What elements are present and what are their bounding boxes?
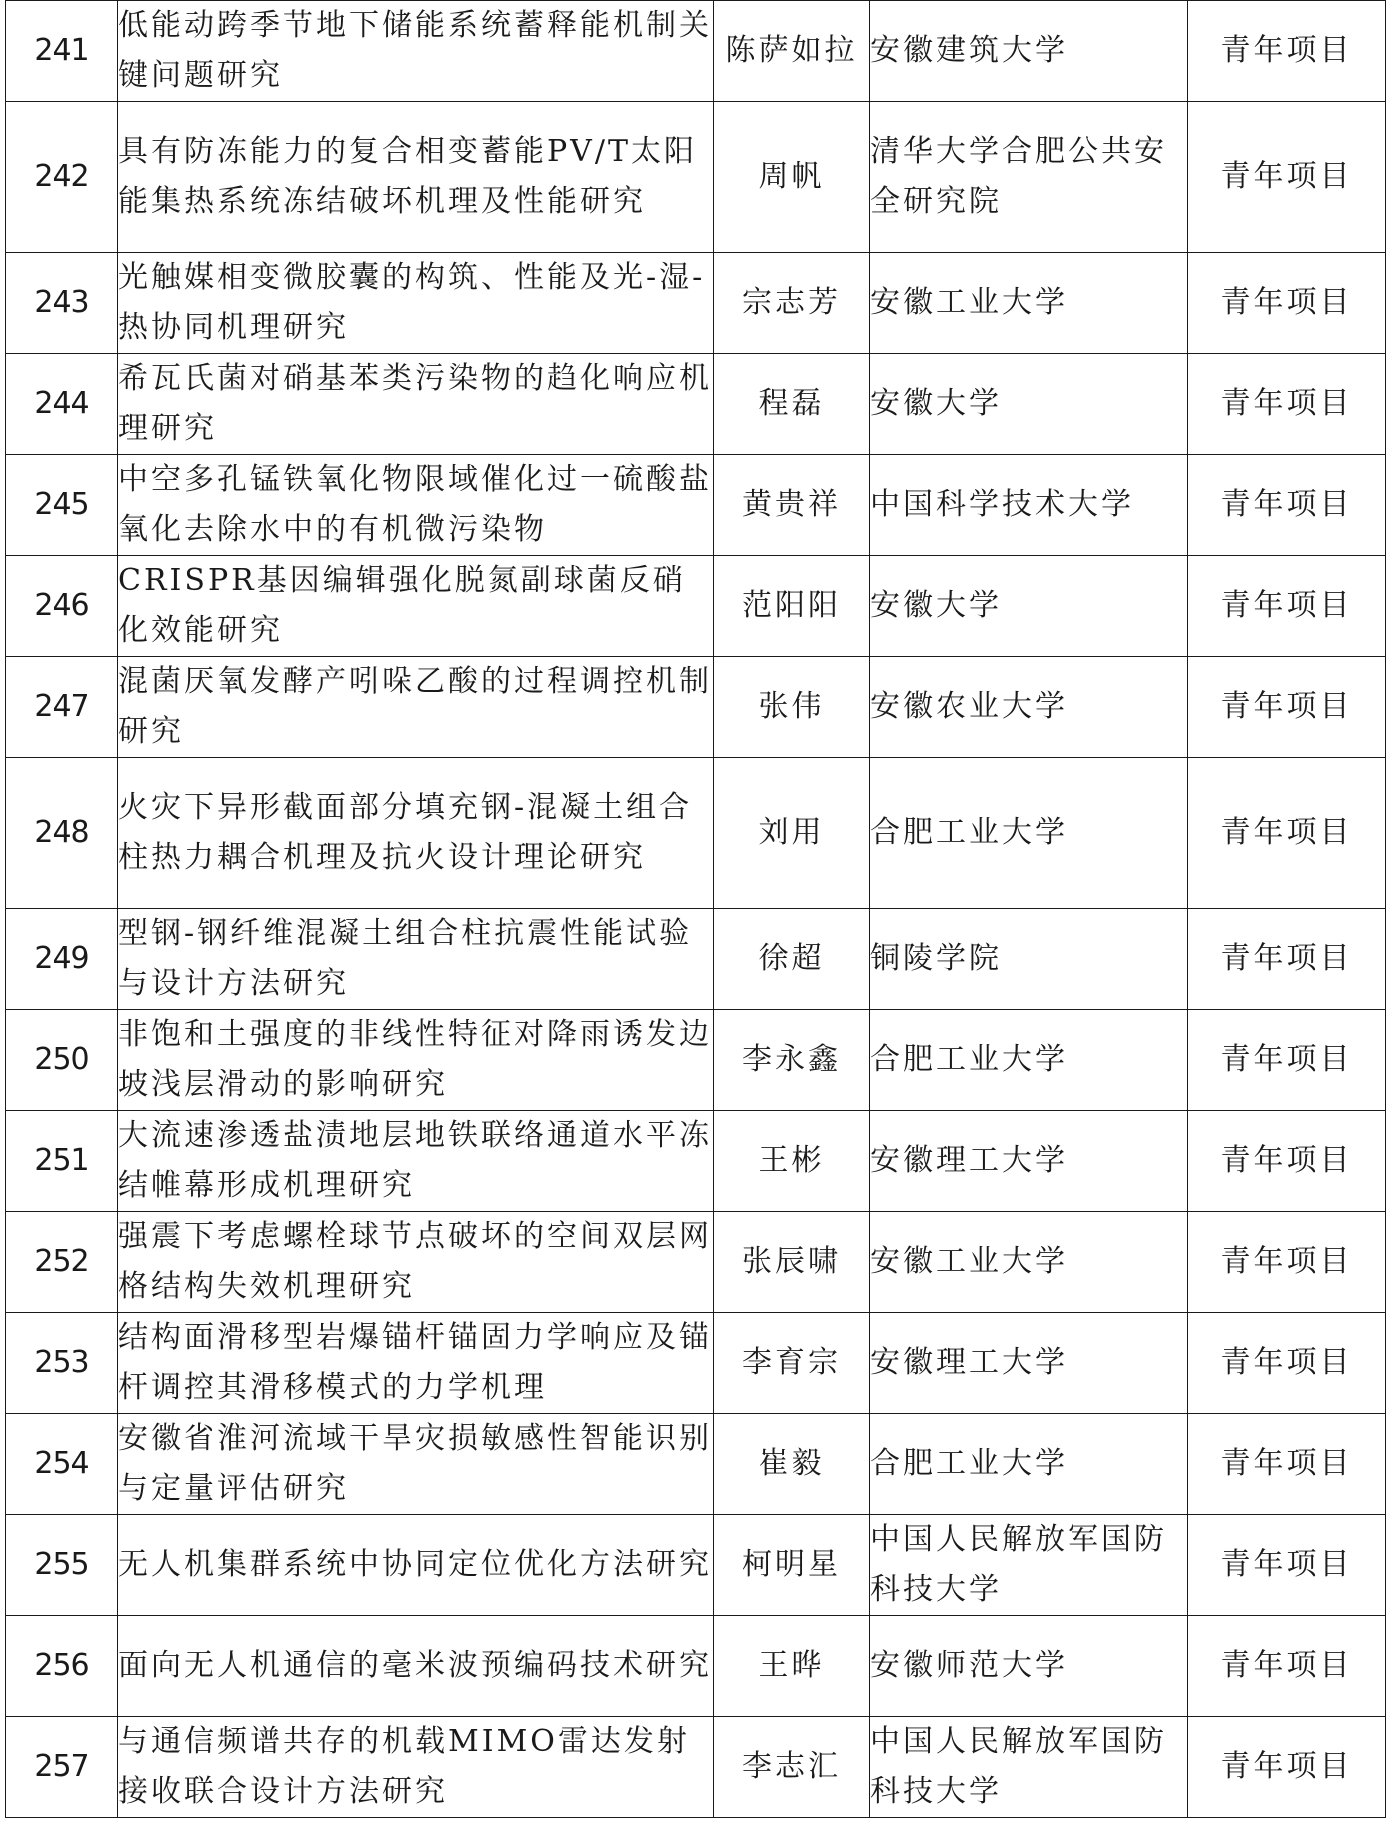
institution: 安徽建筑大学 [870,1,1188,102]
project-category: 青年项目 [1188,1414,1386,1515]
institution: 中国人民解放军国防科技大学 [870,1515,1188,1616]
principal-investigator: 王晔 [714,1616,870,1717]
project-title: 低能动跨季节地下储能系统蓄释能机制关键问题研究 [118,1,714,102]
project-category: 青年项目 [1188,1111,1386,1212]
principal-investigator: 程磊 [714,354,870,455]
principal-investigator: 李永鑫 [714,1010,870,1111]
table-row [6,1313,1386,1414]
project-category: 青年项目 [1188,909,1386,1010]
row-number: 257 [6,1717,118,1818]
row-number: 255 [6,1515,118,1616]
row-number: 245 [6,455,118,556]
project-title: 结构面滑移型岩爆锚杆锚固力学响应及锚杆调控其滑移模式的力学机理 [118,1313,714,1414]
project-category: 青年项目 [1188,1212,1386,1313]
row-number: 254 [6,1414,118,1515]
institution: 安徽工业大学 [870,253,1188,354]
principal-investigator: 宗志芳 [714,253,870,354]
institution: 安徽理工大学 [870,1111,1188,1212]
institution: 合肥工业大学 [870,1010,1188,1111]
project-title: 无人机集群系统中协同定位优化方法研究 [118,1515,714,1616]
project-title: 型钢-钢纤维混凝土组合柱抗震性能试验与设计方法研究 [118,909,714,1010]
row-number: 244 [6,354,118,455]
table-row [6,1,1386,102]
project-title: 中空多孔锰铁氧化物限域催化过一硫酸盐氧化去除水中的有机微污染物 [118,455,714,556]
project-category: 青年项目 [1188,1616,1386,1717]
table-row [6,354,1386,455]
principal-investigator: 周帆 [714,102,870,253]
institution: 安徽农业大学 [870,657,1188,758]
row-number: 256 [6,1616,118,1717]
principal-investigator: 徐超 [714,909,870,1010]
project-category: 青年项目 [1188,1313,1386,1414]
row-number: 243 [6,253,118,354]
table-row [6,909,1386,1010]
table-row [6,1414,1386,1515]
institution: 安徽工业大学 [870,1212,1188,1313]
principal-investigator: 刘用 [714,758,870,909]
project-category: 青年项目 [1188,253,1386,354]
project-title: 火灾下异形截面部分填充钢-混凝土组合柱热力耦合机理及抗火设计理论研究 [118,758,714,909]
project-category: 青年项目 [1188,1010,1386,1111]
project-table [5,0,1386,1818]
table-row [6,102,1386,253]
institution: 合肥工业大学 [870,1414,1188,1515]
project-title: CRISPR基因编辑强化脱氮副球菌反硝化效能研究 [118,556,714,657]
principal-investigator: 黄贵祥 [714,455,870,556]
principal-investigator: 范阳阳 [714,556,870,657]
institution: 安徽师范大学 [870,1616,1188,1717]
institution: 安徽大学 [870,354,1188,455]
table-row [6,758,1386,909]
principal-investigator: 张伟 [714,657,870,758]
principal-investigator: 崔毅 [714,1414,870,1515]
table-row [6,556,1386,657]
project-category: 青年项目 [1188,657,1386,758]
project-title: 安徽省淮河流域干旱灾损敏感性智能识别与定量评估研究 [118,1414,714,1515]
institution: 安徽理工大学 [870,1313,1188,1414]
project-title: 面向无人机通信的毫米波预编码技术研究 [118,1616,714,1717]
project-title: 非饱和土强度的非线性特征对降雨诱发边坡浅层滑动的影响研究 [118,1010,714,1111]
table-row [6,455,1386,556]
project-category: 青年项目 [1188,1,1386,102]
project-category: 青年项目 [1188,102,1386,253]
principal-investigator: 张辰啸 [714,1212,870,1313]
table-row [6,1111,1386,1212]
institution: 安徽大学 [870,556,1188,657]
row-number: 251 [6,1111,118,1212]
table-row [6,1010,1386,1111]
document-page [5,0,1385,1818]
table-row [6,1616,1386,1717]
principal-investigator: 李志汇 [714,1717,870,1818]
principal-investigator: 王彬 [714,1111,870,1212]
project-title: 强震下考虑螺栓球节点破坏的空间双层网格结构失效机理研究 [118,1212,714,1313]
table-row [6,253,1386,354]
institution: 中国科学技术大学 [870,455,1188,556]
principal-investigator: 李育宗 [714,1313,870,1414]
project-category: 青年项目 [1188,758,1386,909]
row-number: 252 [6,1212,118,1313]
row-number: 253 [6,1313,118,1414]
row-number: 250 [6,1010,118,1111]
table-row [6,1717,1386,1818]
project-title: 希瓦氏菌对硝基苯类污染物的趋化响应机理研究 [118,354,714,455]
project-category: 青年项目 [1188,556,1386,657]
project-category: 青年项目 [1188,1717,1386,1818]
row-number: 249 [6,909,118,1010]
row-number: 241 [6,1,118,102]
row-number: 248 [6,758,118,909]
project-title: 大流速渗透盐渍地层地铁联络通道水平冻结帷幕形成机理研究 [118,1111,714,1212]
institution: 合肥工业大学 [870,758,1188,909]
principal-investigator: 陈萨如拉 [714,1,870,102]
institution: 清华大学合肥公共安全研究院 [870,102,1188,253]
table-row [6,657,1386,758]
project-title: 光触媒相变微胶囊的构筑、性能及光-湿-热协同机理研究 [118,253,714,354]
row-number: 247 [6,657,118,758]
project-category: 青年项目 [1188,1515,1386,1616]
project-title: 混菌厌氧发酵产吲哚乙酸的过程调控机制研究 [118,657,714,758]
row-number: 246 [6,556,118,657]
principal-investigator: 柯明星 [714,1515,870,1616]
row-number: 242 [6,102,118,253]
institution: 铜陵学院 [870,909,1188,1010]
table-row [6,1515,1386,1616]
table-row [6,1212,1386,1313]
project-title: 具有防冻能力的复合相变蓄能PV/T太阳能集热系统冻结破坏机理及性能研究 [118,102,714,253]
institution: 中国人民解放军国防科技大学 [870,1717,1188,1818]
project-title: 与通信频谱共存的机载MIMO雷达发射接收联合设计方法研究 [118,1717,714,1818]
project-category: 青年项目 [1188,455,1386,556]
project-category: 青年项目 [1188,354,1386,455]
